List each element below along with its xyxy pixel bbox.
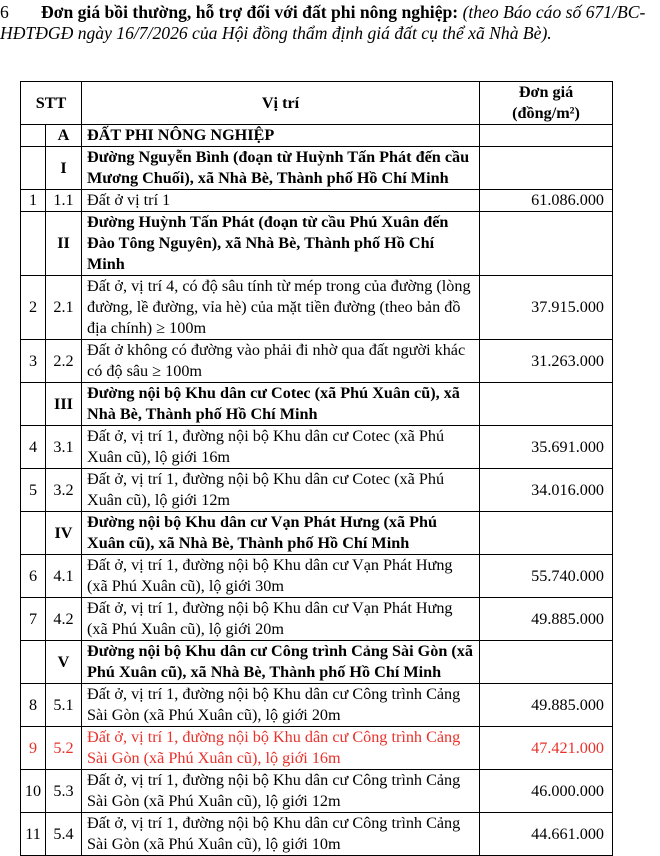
row-stt bbox=[21, 212, 46, 276]
row-stt: 8 bbox=[21, 684, 46, 727]
table-row bbox=[21, 770, 613, 813]
row-stt bbox=[21, 125, 46, 147]
row-sub: 5.3 bbox=[46, 770, 82, 813]
group-label: Đường Huỳnh Tấn Phát (đoạn từ cầu Phú Xuân đến Đào Tông Nguyên), xã Nhà Bè, Thành phố Hồ Chí Minh bbox=[82, 212, 480, 276]
row-sub: 5.2 bbox=[46, 727, 82, 770]
group-code: V bbox=[46, 641, 82, 684]
row-price bbox=[480, 125, 613, 147]
row-location: Đất ở, vị trí 1, đường nội bộ Khu dân cư Vạn Phát Hưng (xã Phú Xuân cũ), lộ giới 30m bbox=[82, 555, 480, 598]
row-sub: 1.1 bbox=[46, 190, 82, 212]
row-sub: 2.2 bbox=[46, 340, 82, 383]
row-sub: 5.1 bbox=[46, 684, 82, 727]
section-note: (theo Báo cáo số 671/BC-HĐTĐGĐ ngày 16/7/2026 của Hội đồng thẩm định giá đất cụ thể xã Nhà Bè). bbox=[0, 2, 646, 43]
section-heading bbox=[0, 2, 660, 44]
table-row bbox=[21, 190, 613, 212]
row-stt: 4 bbox=[21, 426, 46, 469]
table-row bbox=[21, 727, 613, 770]
row-stt: 3 bbox=[21, 340, 46, 383]
row-stt bbox=[21, 641, 46, 684]
group-label: Đường Nguyễn Bình (đoạn từ Huỳnh Tấn Phát đến cầu Mương Chuối), xã Nhà Bè, Thành phố Hồ Chí Minh bbox=[82, 147, 480, 190]
row-stt: 9 bbox=[21, 727, 46, 770]
table-row bbox=[21, 598, 613, 641]
row-stt bbox=[21, 383, 46, 426]
header-location: Vị trí bbox=[82, 82, 480, 125]
row-price: 55.740.000 bbox=[480, 555, 613, 598]
row-sub: 4.2 bbox=[46, 598, 82, 641]
group-label: ĐẤT PHI NÔNG NGHIỆP bbox=[82, 125, 480, 147]
row-price bbox=[480, 147, 613, 190]
row-price bbox=[480, 641, 613, 684]
row-location: Đất ở, vị trí 1, đường nội bộ Khu dân cư Vạn Phát Hưng (xã Phú Xuân cũ), lộ giới 20m bbox=[82, 598, 480, 641]
table-row-group bbox=[21, 147, 613, 190]
group-code: II bbox=[46, 212, 82, 276]
table-row-group bbox=[21, 512, 613, 555]
row-stt: 11 bbox=[21, 813, 46, 856]
row-price: 49.885.000 bbox=[480, 684, 613, 727]
group-code: IV bbox=[46, 512, 82, 555]
row-price: 46.000.000 bbox=[480, 770, 613, 813]
section-title: Đơn giá bồi thường, hỗ trợ đối với đất phi nông nghiệp: bbox=[41, 2, 459, 22]
row-stt: 10 bbox=[21, 770, 46, 813]
group-label: Đường nội bộ Khu dân cư Vạn Phát Hưng (xã Phú Xuân cũ), xã Nhà Bè, Thành phố Hồ Chí Minh bbox=[82, 512, 480, 555]
row-price bbox=[480, 212, 613, 276]
table-row-group bbox=[21, 641, 613, 684]
row-price: 61.086.000 bbox=[480, 190, 613, 212]
table-row-group bbox=[21, 212, 613, 276]
row-stt bbox=[21, 147, 46, 190]
row-price: 37.915.000 bbox=[480, 276, 613, 340]
row-location: Đất ở, vị trí 1, đường nội bộ Khu dân cư Công trình Cảng Sài Gòn (xã Phú Xuân cũ), lộ giới 20m bbox=[82, 684, 480, 727]
row-price: 35.691.000 bbox=[480, 426, 613, 469]
row-sub: 5.4 bbox=[46, 813, 82, 856]
row-sub: 3.2 bbox=[46, 469, 82, 512]
group-code: A bbox=[46, 125, 82, 147]
table-row-group-a bbox=[21, 125, 613, 147]
row-location: Đất ở không có đường vào phải đi nhờ qua đất người khác có độ sâu ≥ 100m bbox=[82, 340, 480, 383]
row-price bbox=[480, 383, 613, 426]
table-row bbox=[21, 555, 613, 598]
table-row bbox=[21, 684, 613, 727]
table-row bbox=[21, 813, 613, 856]
price-table bbox=[20, 81, 613, 856]
section-number: 6 bbox=[0, 2, 9, 22]
row-location: Đất ở, vị trí 4, có độ sâu tính từ mép trong của đường (lòng đường, lề đường, vỉa hè) của mặt tiền đường (theo bản đồ địa chính) ≥ 100m bbox=[82, 276, 480, 340]
row-stt: 5 bbox=[21, 469, 46, 512]
row-stt: 1 bbox=[21, 190, 46, 212]
header-price: Đơn giá (đồng/m²) bbox=[480, 82, 613, 125]
group-code: I bbox=[46, 147, 82, 190]
group-label: Đường nội bộ Khu dân cư Cotec (xã Phú Xuân cũ), xã Nhà Bè, Thành phố Hồ Chí Minh bbox=[82, 383, 480, 426]
row-price: 31.263.000 bbox=[480, 340, 613, 383]
row-price: 47.421.000 bbox=[480, 727, 613, 770]
group-code: III bbox=[46, 383, 82, 426]
row-location: Đất ở, vị trí 1, đường nội bộ Khu dân cư Cotec (xã Phú Xuân cũ), lộ giới 12m bbox=[82, 469, 480, 512]
row-sub: 3.1 bbox=[46, 426, 82, 469]
row-stt: 2 bbox=[21, 276, 46, 340]
row-stt: 7 bbox=[21, 598, 46, 641]
row-price bbox=[480, 512, 613, 555]
row-location: Đất ở, vị trí 1, đường nội bộ Khu dân cư Công trình Cảng Sài Gòn (xã Phú Xuân cũ), lộ giới 10m bbox=[82, 813, 480, 856]
table-row bbox=[21, 469, 613, 512]
table-row bbox=[21, 276, 613, 340]
row-location: Đất ở, vị trí 1, đường nội bộ Khu dân cư Công trình Cảng Sài Gòn (xã Phú Xuân cũ), lộ giới 16m bbox=[82, 727, 480, 770]
table-row bbox=[21, 426, 613, 469]
row-price: 49.885.000 bbox=[480, 598, 613, 641]
table-row-group bbox=[21, 383, 613, 426]
row-location: Đất ở, vị trí 1, đường nội bộ Khu dân cư Công trình Cảng Sài Gòn (xã Phú Xuân cũ), lộ giới 12m bbox=[82, 770, 480, 813]
row-location: Đất ở vị trí 1 bbox=[82, 190, 480, 212]
table-header-row bbox=[21, 82, 613, 125]
group-label: Đường nội bộ Khu dân cư Công trình Cảng Sài Gòn (xã Phú Xuân cũ), xã Nhà Bè, Thành phố Hồ Chí Minh bbox=[82, 641, 480, 684]
table-row bbox=[21, 340, 613, 383]
row-location: Đất ở, vị trí 1, đường nội bộ Khu dân cư Cotec (xã Phú Xuân cũ), lộ giới 16m bbox=[82, 426, 480, 469]
row-sub: 2.1 bbox=[46, 276, 82, 340]
row-price: 34.016.000 bbox=[480, 469, 613, 512]
row-stt bbox=[21, 512, 46, 555]
header-stt: STT bbox=[21, 82, 82, 125]
row-stt: 6 bbox=[21, 555, 46, 598]
row-price: 44.661.000 bbox=[480, 813, 613, 856]
row-sub: 4.1 bbox=[46, 555, 82, 598]
